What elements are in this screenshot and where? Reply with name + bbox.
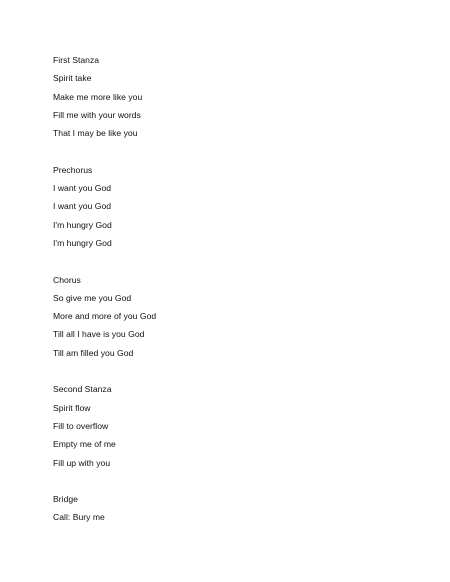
section-heading: First Stanza (53, 55, 100, 65)
lyric-line: That I may be like you (53, 128, 138, 139)
lyric-line: Empty me of me (53, 439, 116, 450)
lyric-line: More and more of you God (53, 311, 157, 322)
lyric-line: So give me you God (53, 292, 132, 303)
lyric-line: Call: Bury me (53, 512, 105, 523)
lyric-line: Spirit take (53, 73, 92, 84)
lyric-line: Fill to overflow (53, 420, 109, 431)
section-chorus (53, 271, 413, 362)
lyric-line: Till all I have is you God (53, 329, 145, 340)
section-first-stanza (53, 51, 413, 142)
lyric-line: Till am filled you God (53, 347, 134, 358)
lyric-line: I want you God (53, 201, 112, 212)
lyric-line: Make me more like you (53, 91, 143, 102)
lyric-line: Spirit flow (53, 402, 91, 413)
lyric-line: Fill up with you (53, 457, 111, 468)
section-heading: Second Stanza (53, 384, 112, 395)
lyric-line: I'm hungry God (53, 237, 112, 248)
section-bridge (53, 490, 413, 527)
section-prechorus (53, 161, 413, 252)
section-heading: Prechorus (53, 164, 93, 175)
lyrics-body (53, 51, 413, 545)
lyric-line: Fill me with your words (53, 109, 141, 120)
lyric-line: I'm hungry God (53, 219, 112, 230)
lyric-line: I want you God (53, 183, 112, 194)
section-second-stanza (53, 380, 413, 471)
section-heading: Bridge (53, 494, 78, 505)
section-heading: Chorus (53, 274, 81, 285)
